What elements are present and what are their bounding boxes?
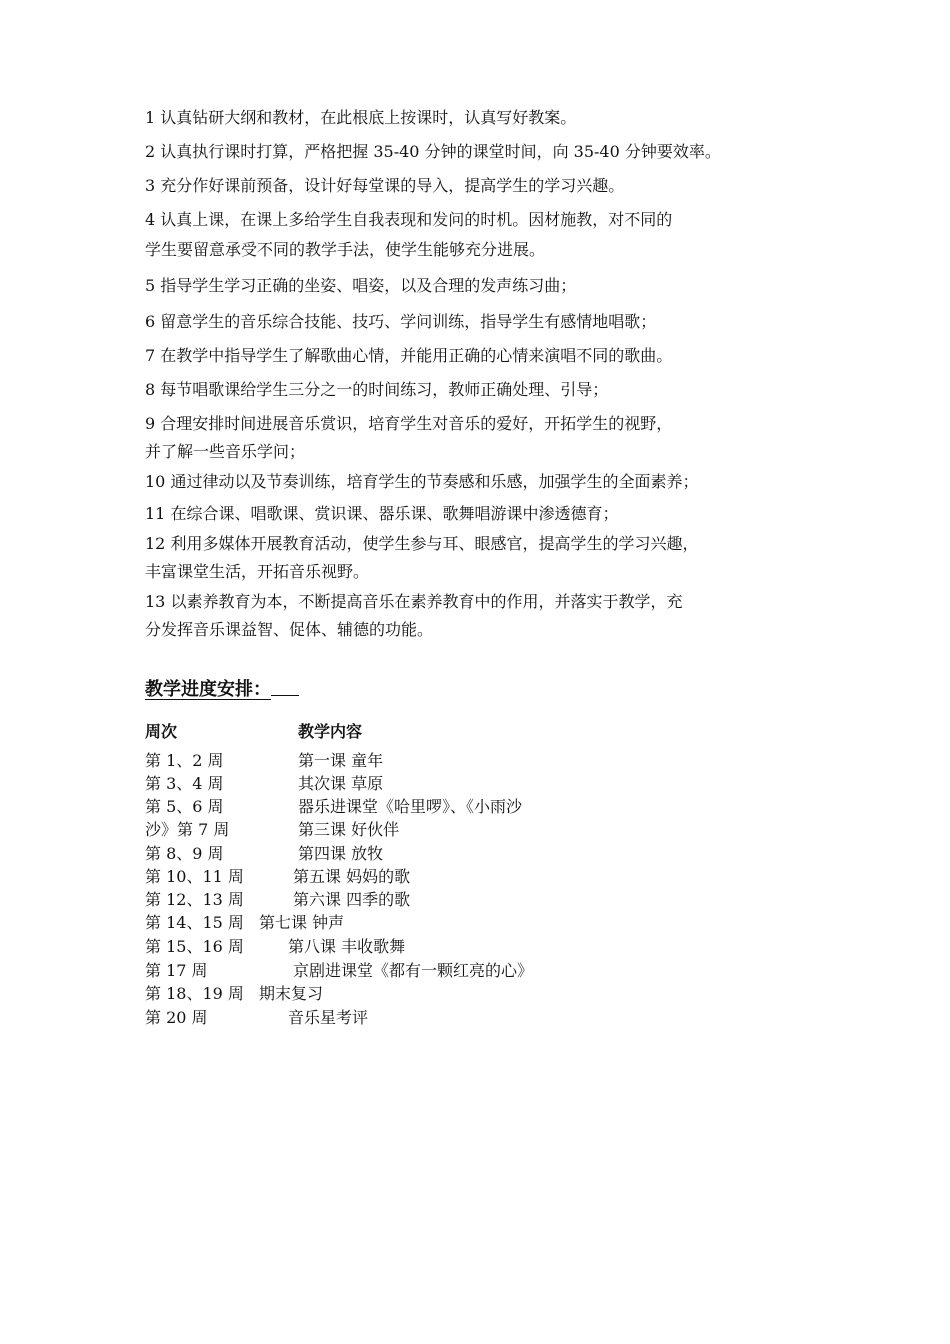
schedule-row-2-week: 第 3、4 周 [145,774,224,793]
paragraph-13-line-2: 分发挥音乐课益智、促体、辅德的功能。 [145,620,434,639]
schedule-row-3-content: 器乐进课堂《哈里啰》、《小雨沙 [298,797,523,816]
paragraph-11: 11 在综合课、唱歌课、赏识课、器乐课、歌舞唱游课中渗透德育； [145,504,619,523]
schedule-row-12-week: 第 20 周 [145,1008,208,1027]
schedule-row-5-content: 第四课 放牧 [298,844,384,863]
schedule-row-10-content: 京剧进课堂《都有一颗红亮的心》 [293,961,534,980]
paragraph-8: 8 每节唱歌课给学生三分之一的时间练习，教师正确处理、引导； [145,380,609,399]
paragraph-4-line-2: 学生要留意承受不同的教学手法，使学生能够充分进展。 [145,240,546,259]
schedule-row-4-content: 第三课 好伙伴 [298,820,400,839]
schedule-row-4-week: 沙》第 7 周 [145,820,230,839]
schedule-row-8-week: 第 14、15 周 [145,913,244,932]
schedule-title: 教学进度安排： [145,678,299,702]
paragraph-10: 10 通过律动以及节奏训练，培育学生的节奏感和乐感，加强学生的全面素养； [145,472,699,491]
schedule-row-1-content: 第一课 童年 [298,751,384,770]
schedule-row-7-content: 第六课 四季的歌 [293,890,411,909]
paragraph-9-line-2: 并了解一些音乐学问； [145,442,306,461]
schedule-header-week: 周次 [145,722,178,741]
paragraph-1: 1 认真钻研大纲和教材，在此根底上按课时，认真写好教案。 [145,108,577,127]
paragraph-9-line-1: 9 合理安排时间进展音乐赏识，培育学生对音乐的爱好，开拓学生的视野， [145,414,673,433]
paragraph-4-line-1: 4 认真上课，在课上多给学生自我表现和发问的时机。因材施教，对不同的 [145,210,673,229]
schedule-row-7-week: 第 12、13 周 [145,890,244,909]
schedule-row-9-content: 第八课 丰收歌舞 [288,937,406,956]
schedule-row-12-content: 音乐星考评 [288,1008,369,1027]
schedule-row-1-week: 第 1、2 周 [145,751,224,770]
schedule-row-2-content: 其次课 草原 [298,774,384,793]
schedule-row-11-content: 期末复习 [259,984,324,1003]
paragraph-3: 3 充分作好课前预备，设计好每堂课的导入，提高学生的学习兴趣。 [145,176,625,195]
schedule-row-10-week: 第 17 周 [145,961,208,980]
paragraph-12-line-2: 丰富课堂生活，开拓音乐视野。 [145,562,370,581]
paragraph-2: 2 认真执行课时打算，严格把握 35-40 分钟的课堂时间，向 35-40 分钟要效率。 [145,142,721,161]
schedule-header-content: 教学内容 [298,722,363,741]
schedule-row-3-week: 第 5、6 周 [145,797,224,816]
paragraph-6: 6 留意学生的音乐综合技能、技巧、学问训练，指导学生有感情地唱歌； [145,312,657,331]
schedule-row-11-week: 第 18、19 周 [145,984,244,1003]
schedule-row-6-week: 第 10、11 周 [145,867,244,886]
schedule-row-8-content: 第七课 钟声 [259,913,345,932]
paragraph-5: 5 指导学生学习正确的坐姿、唱姿，以及合理的发声练习曲； [145,276,577,295]
schedule-row-5-week: 第 8、9 周 [145,844,224,863]
paragraph-13-line-1: 13 以素养教育为本，不断提高音乐在素养教育中的作用，并落实于教学，充 [145,592,683,611]
schedule-row-9-week: 第 15、16 周 [145,937,244,956]
paragraph-7: 7 在教学中指导学生了解歌曲心情，并能用正确的心情来演唱不同的歌曲。 [145,346,673,365]
paragraph-12-line-1: 12 利用多媒体开展教育活动，使学生参与耳、眼感官，提高学生的学习兴趣， [145,534,699,553]
schedule-row-6-content: 第五课 妈妈的歌 [293,867,411,886]
